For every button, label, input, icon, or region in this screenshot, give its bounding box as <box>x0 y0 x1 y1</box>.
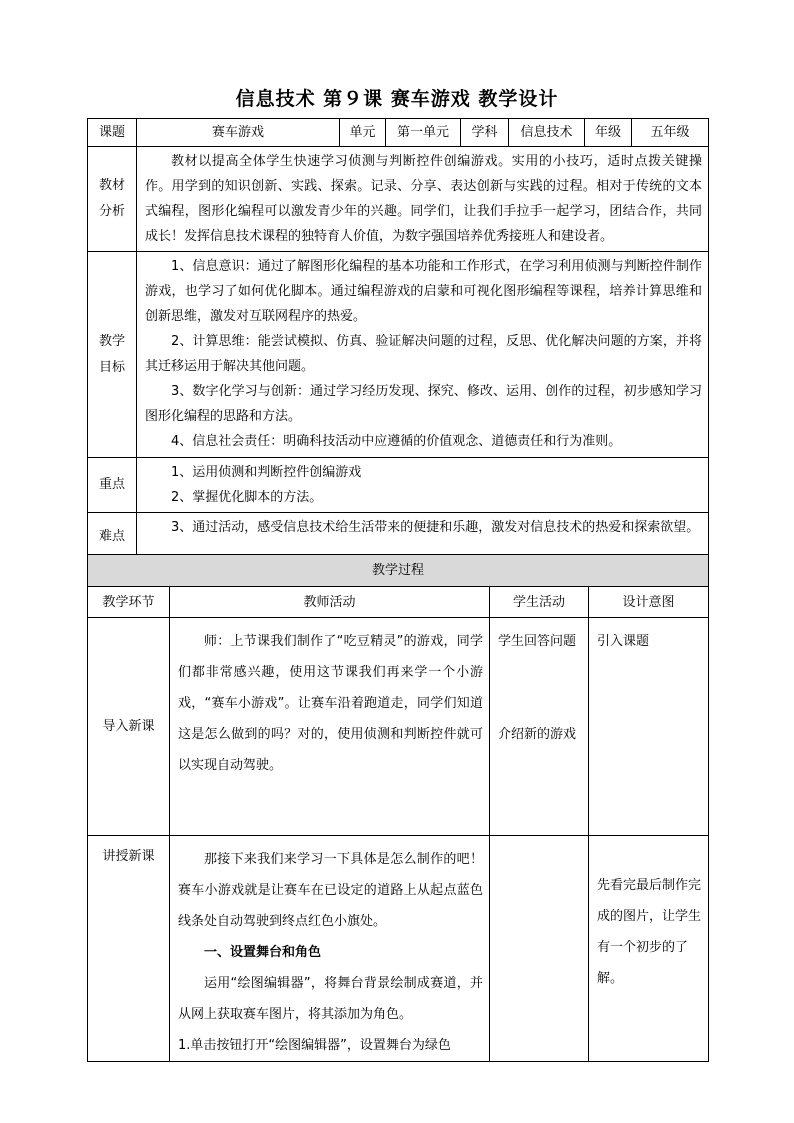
teacher-activity-cell: 师：上节课我们制作了“吃豆精灵”的游戏，同学们都非常感兴趣，使用这节课我们再来学一个小游戏，“赛车小游戏”。让赛车沿着跑道走，同学们知道这是怎么做到的吗？对的，使用侦测和判断控件就可以实现自动驾驶。 <box>170 618 490 836</box>
goal-item: 2、计算思维：能尝试模拟、仿真、验证解决问题的过程，反思、优化解决问题的方案，并将其迁移运用于解决其他问题。 <box>145 334 702 374</box>
header-row <box>88 119 709 147</box>
section-heading: 一、设置舞台和角色 <box>204 945 322 960</box>
grade-value: 五年级 <box>632 119 709 147</box>
unit-value: 第一单元 <box>386 119 461 147</box>
student-activity-cell: 学生回答问题 介绍新的游戏 <box>490 618 589 836</box>
key-points-row <box>88 458 709 513</box>
goals-text <box>137 252 709 458</box>
design-intent-cell: 引入课题 <box>589 618 709 836</box>
key-points-text <box>137 458 709 513</box>
document-title: 信息技术 第９课 赛车游戏 教学设计 <box>235 88 559 110</box>
key-point-item: 1、运用侦测和判断控件创编游戏 <box>171 465 362 480</box>
teaching-process-table <box>87 554 709 1062</box>
design-intent-cell: 先看完最后制作完成的图片，让学生有一个初步的了解。 <box>589 836 709 1062</box>
grade-label: 年级 <box>585 119 632 147</box>
key-point-item: 2、掌握优化脚本的方法。 <box>171 490 323 505</box>
goal-item: 4、信息社会责任：明确科技活动中应遵循的价值观念、道德责任和行为准则。 <box>171 434 622 449</box>
unit-label: 单元 <box>340 119 386 147</box>
process-row-new-lesson <box>88 836 709 1062</box>
col-stage-header: 教学环节 <box>88 587 170 618</box>
goals-row <box>88 252 709 458</box>
stage-cell: 讲授新课 <box>88 836 170 1062</box>
student-activity-cell <box>490 836 589 1062</box>
key-points-label: 重点 <box>88 458 137 513</box>
col-student-header: 学生活动 <box>490 587 589 618</box>
process-row-intro <box>88 618 709 836</box>
goal-item: 1、信息意识：通过了解图形化编程的基本功能和工作形式，在学习利用侦测与判断控件制作游戏，也学习了如何优化脚本。通过编程游戏的启蒙和可视化图形编程等课程，培养计算思维和创新思维，激发对互联网程序的热爱。 <box>145 259 702 324</box>
process-section-title: 教学过程 <box>88 555 709 587</box>
topic-label: 课题 <box>88 119 137 147</box>
goals-label: 教学 目标 <box>88 252 137 458</box>
goal-item: 3、数字化学习与创新：通过学习经历发现、探究、修改、运用、创作的过程，初步感知学习图形化编程的思路和方法。 <box>145 384 702 424</box>
difficulty-label: 难点 <box>88 513 137 561</box>
stage-cell: 导入新课 <box>88 618 170 836</box>
process-header-row <box>88 587 709 618</box>
col-teacher-header: 教师活动 <box>170 587 490 618</box>
teacher-activity-cell: 那接下来我们来学习一下具体是怎么制作的吧！赛车小游戏就是让赛车在已设定的道路上从起点蓝色线条处自动驾驶到终点红色小旗处。 一、设置舞台和角色 运用“绘图编辑器”，将舞台背景绘制成赛道，并从网上获取赛车图片，将其添加为角色。 1.单击按钮打开“绘图编辑器”，设置舞台为绿色 <box>170 836 490 1062</box>
analysis-label: 教材 分析 <box>88 147 137 252</box>
subject-value: 信息技术 <box>509 119 585 147</box>
lesson-info-table <box>87 118 709 561</box>
analysis-row <box>88 147 709 252</box>
analysis-text: 教材以提高全体学生快速学习侦测与判断控件创编游戏。实用的小技巧，适时点拨关键操作。用学到的知识创新、实践、探索。记录、分享、表达创新与实践的过程。相对于传统的文本式编程，图形化编程可以激发青少年的兴趣。同学们，让我们手拉手一起学习，团结合作，共同成长！发挥信息技术课程的独特育人价值，为数字强国培养优秀接班人和建设者。 <box>137 147 709 252</box>
col-intent-header: 设计意图 <box>589 587 709 618</box>
topic-value: 赛车游戏 <box>137 119 340 147</box>
process-title-row <box>88 555 709 587</box>
subject-label: 学科 <box>461 119 509 147</box>
difficulty-text: 3、通过活动，感受信息技术给生活带来的便捷和乐趣，激发对信息技术的热爱和探索欲望。 <box>137 513 709 561</box>
